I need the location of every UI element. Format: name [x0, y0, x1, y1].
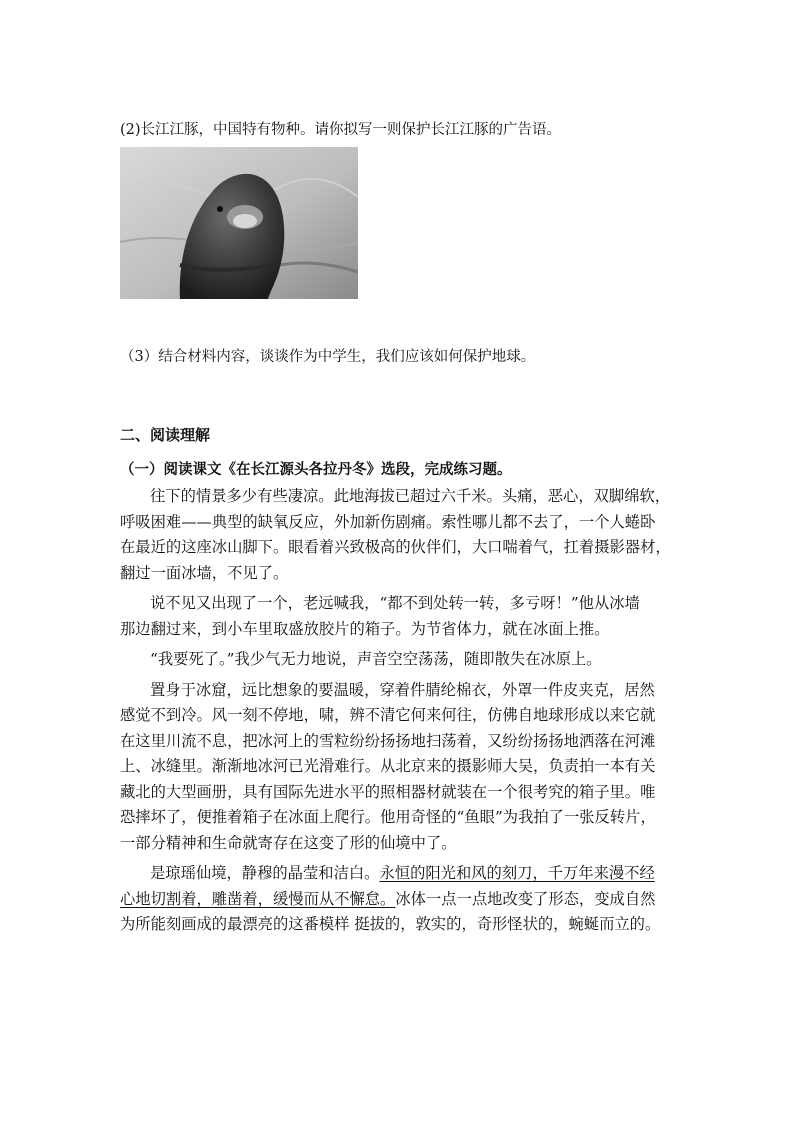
paragraph-1	[120, 484, 676, 586]
passage-line: 在这里川流不息，把冰河上的雪粒纷纷扬扬地扫荡着，又纷纷扬扬地洒落在河滩	[120, 731, 656, 750]
passage-line: 呼吸困难——典型的缺氧反应，外加新伤剧痛。索性哪儿都不去了，一个人蜷卧	[120, 512, 656, 531]
passage-line: 上、冰缝里。渐渐地冰河已光滑难行。从北京来的摄影师大吴，负责拍一本有关	[120, 757, 656, 775]
subsection-heading: （一）阅读课文《在长江源头各拉丹冬》选段，完成练习题。	[120, 462, 512, 478]
passage-line	[120, 861, 676, 887]
paragraph-5	[120, 861, 676, 938]
plain-text: 是琼瑶仙境，静穆的晶莹和洁白。	[150, 864, 380, 882]
passage-line: 在最近的这座冰山脚下。眼看着兴致极高的伙伴们，大口喘着气，扛着摄影器材，	[120, 538, 671, 556]
passage-line: 感觉不到冷。风一刻不停地，啸，辨不清它何来何往，仿佛自地球形成以来它就	[120, 706, 656, 724]
passage-line: 藏北的大型画册，具有国际先进水平的照相器材就装在一个很考究的箱子里。唯	[120, 782, 656, 801]
passage-line: 那边翻过来，到小车里取盛放胶片的箱子。为节省体力，就在冰面上推。	[120, 619, 610, 638]
paragraph-3	[120, 647, 676, 673]
passage-line: 说不见又出现了一个，老远喊我，“都不到处转一转，多亏呀！”他从冰墙	[150, 594, 640, 612]
passage-line: 为所能刻画成的最漂亮的这番模样 挺拔的，敦实的，奇形怪状的，蜿蜒而立的。	[120, 915, 661, 933]
passage-line	[120, 887, 676, 913]
finless-porpoise-photo	[120, 147, 358, 299]
paragraph-4	[120, 678, 676, 857]
plain-text: 冰体一点一点地改变了形态，变成自然	[395, 889, 656, 908]
passage-line: “我要死了。”我少气无力地说，声音空空荡荡，随即散失在冰原上。	[150, 650, 602, 668]
question-2: (2)长江江豚，中国特有物种。请你拟写一则保护长江江豚的广告语。	[120, 122, 562, 138]
section-heading: 二、阅读理解	[120, 426, 211, 444]
porpoise-image	[120, 147, 358, 299]
passage-line: 恐摔坏了，便推着箱子在冰面上爬行。他用奇怪的“鱼眼”为我拍了一张反转片，	[120, 808, 656, 826]
passage-line: 置身于冰窟，远比想象的要温暖，穿着件腈纶棉衣，外罩一件皮夹克，居然	[150, 680, 655, 699]
reading-passage	[120, 484, 676, 938]
passage-line: 一部分精神和生命就寄存在这变了形的仙境中了。	[120, 833, 457, 852]
passage-line: 往下的情景多少有些凄凉。此地海拔已超过六千米。头痛，恶心，双脚绵软，	[150, 487, 671, 505]
passage-line: 翻过一面冰墙，不见了。	[120, 563, 289, 582]
underlined-sentence: 心地切割着，雕凿着，缓慢而从不懈怠。	[120, 889, 396, 908]
underlined-sentence: 永恒的阳光和风的刻刀，千万年来漫不经	[379, 864, 655, 882]
question-3: （3）结合材料内容，谈谈作为中学生，我们应该如何保护地球。	[120, 349, 536, 365]
paragraph-2	[120, 591, 676, 642]
